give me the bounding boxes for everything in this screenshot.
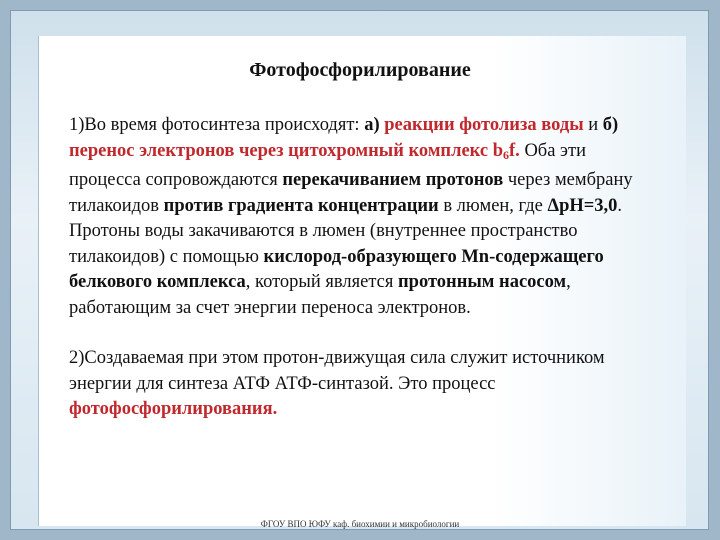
p1-delta-ph: ΔpH=3,0 (547, 195, 618, 216)
p1-electron-transfer: перенос электронов через цитохромный комплекс b (69, 140, 504, 161)
p1-gradient: против градиента концентрации (163, 195, 439, 216)
p1-subscript: 6 (503, 147, 510, 162)
p1-photolysis: реакции фотолиза воды (384, 115, 584, 135)
p2-photophosphorylation: фотофосфорилирования. (69, 399, 278, 419)
p1-mn-complex: кислород-образующего Mn-содержащего белкового комплекса (69, 246, 604, 292)
p1-text: , который является (245, 272, 398, 292)
p1-proton-pump: протонным насосом (398, 272, 567, 292)
paragraph-2 (69, 346, 659, 423)
p1-label-a: а) (364, 115, 385, 135)
p1-text: , работающим за счет энергии переноса электронов. (69, 272, 571, 318)
p2-text: 2)Создаваемая при этом протон-движущая сила служит источником энергии для синтеза АТФ АТФ-синтазой. Это процесс (69, 348, 605, 394)
slide-title: Фотофосфорилирование (249, 59, 471, 81)
p1-text: . Протоны воды закачиваются в люмен (внутреннее пространство тилакоидов) с помощью (69, 195, 623, 267)
p1-electron-transfer-end: f. (509, 140, 520, 161)
p1-proton-pumping: перекачиванием протонов (282, 170, 504, 190)
slide-body (69, 113, 659, 423)
p1-text: Оба эти процесса сопровождаются (69, 140, 586, 190)
slide-footer: ФГОУ ВПО ЮФУ каф. биохимии и микробиологии (260, 519, 460, 529)
p1-text: 1)Во время фотосинтеза происходят: (69, 115, 365, 135)
p1-label-b: б) (602, 115, 619, 135)
paragraph-1 (69, 113, 659, 321)
p1-text: и (583, 115, 603, 135)
p1-text: через мембрану тилакоидов (69, 170, 633, 216)
p1-text: в люмен, где (438, 195, 548, 216)
